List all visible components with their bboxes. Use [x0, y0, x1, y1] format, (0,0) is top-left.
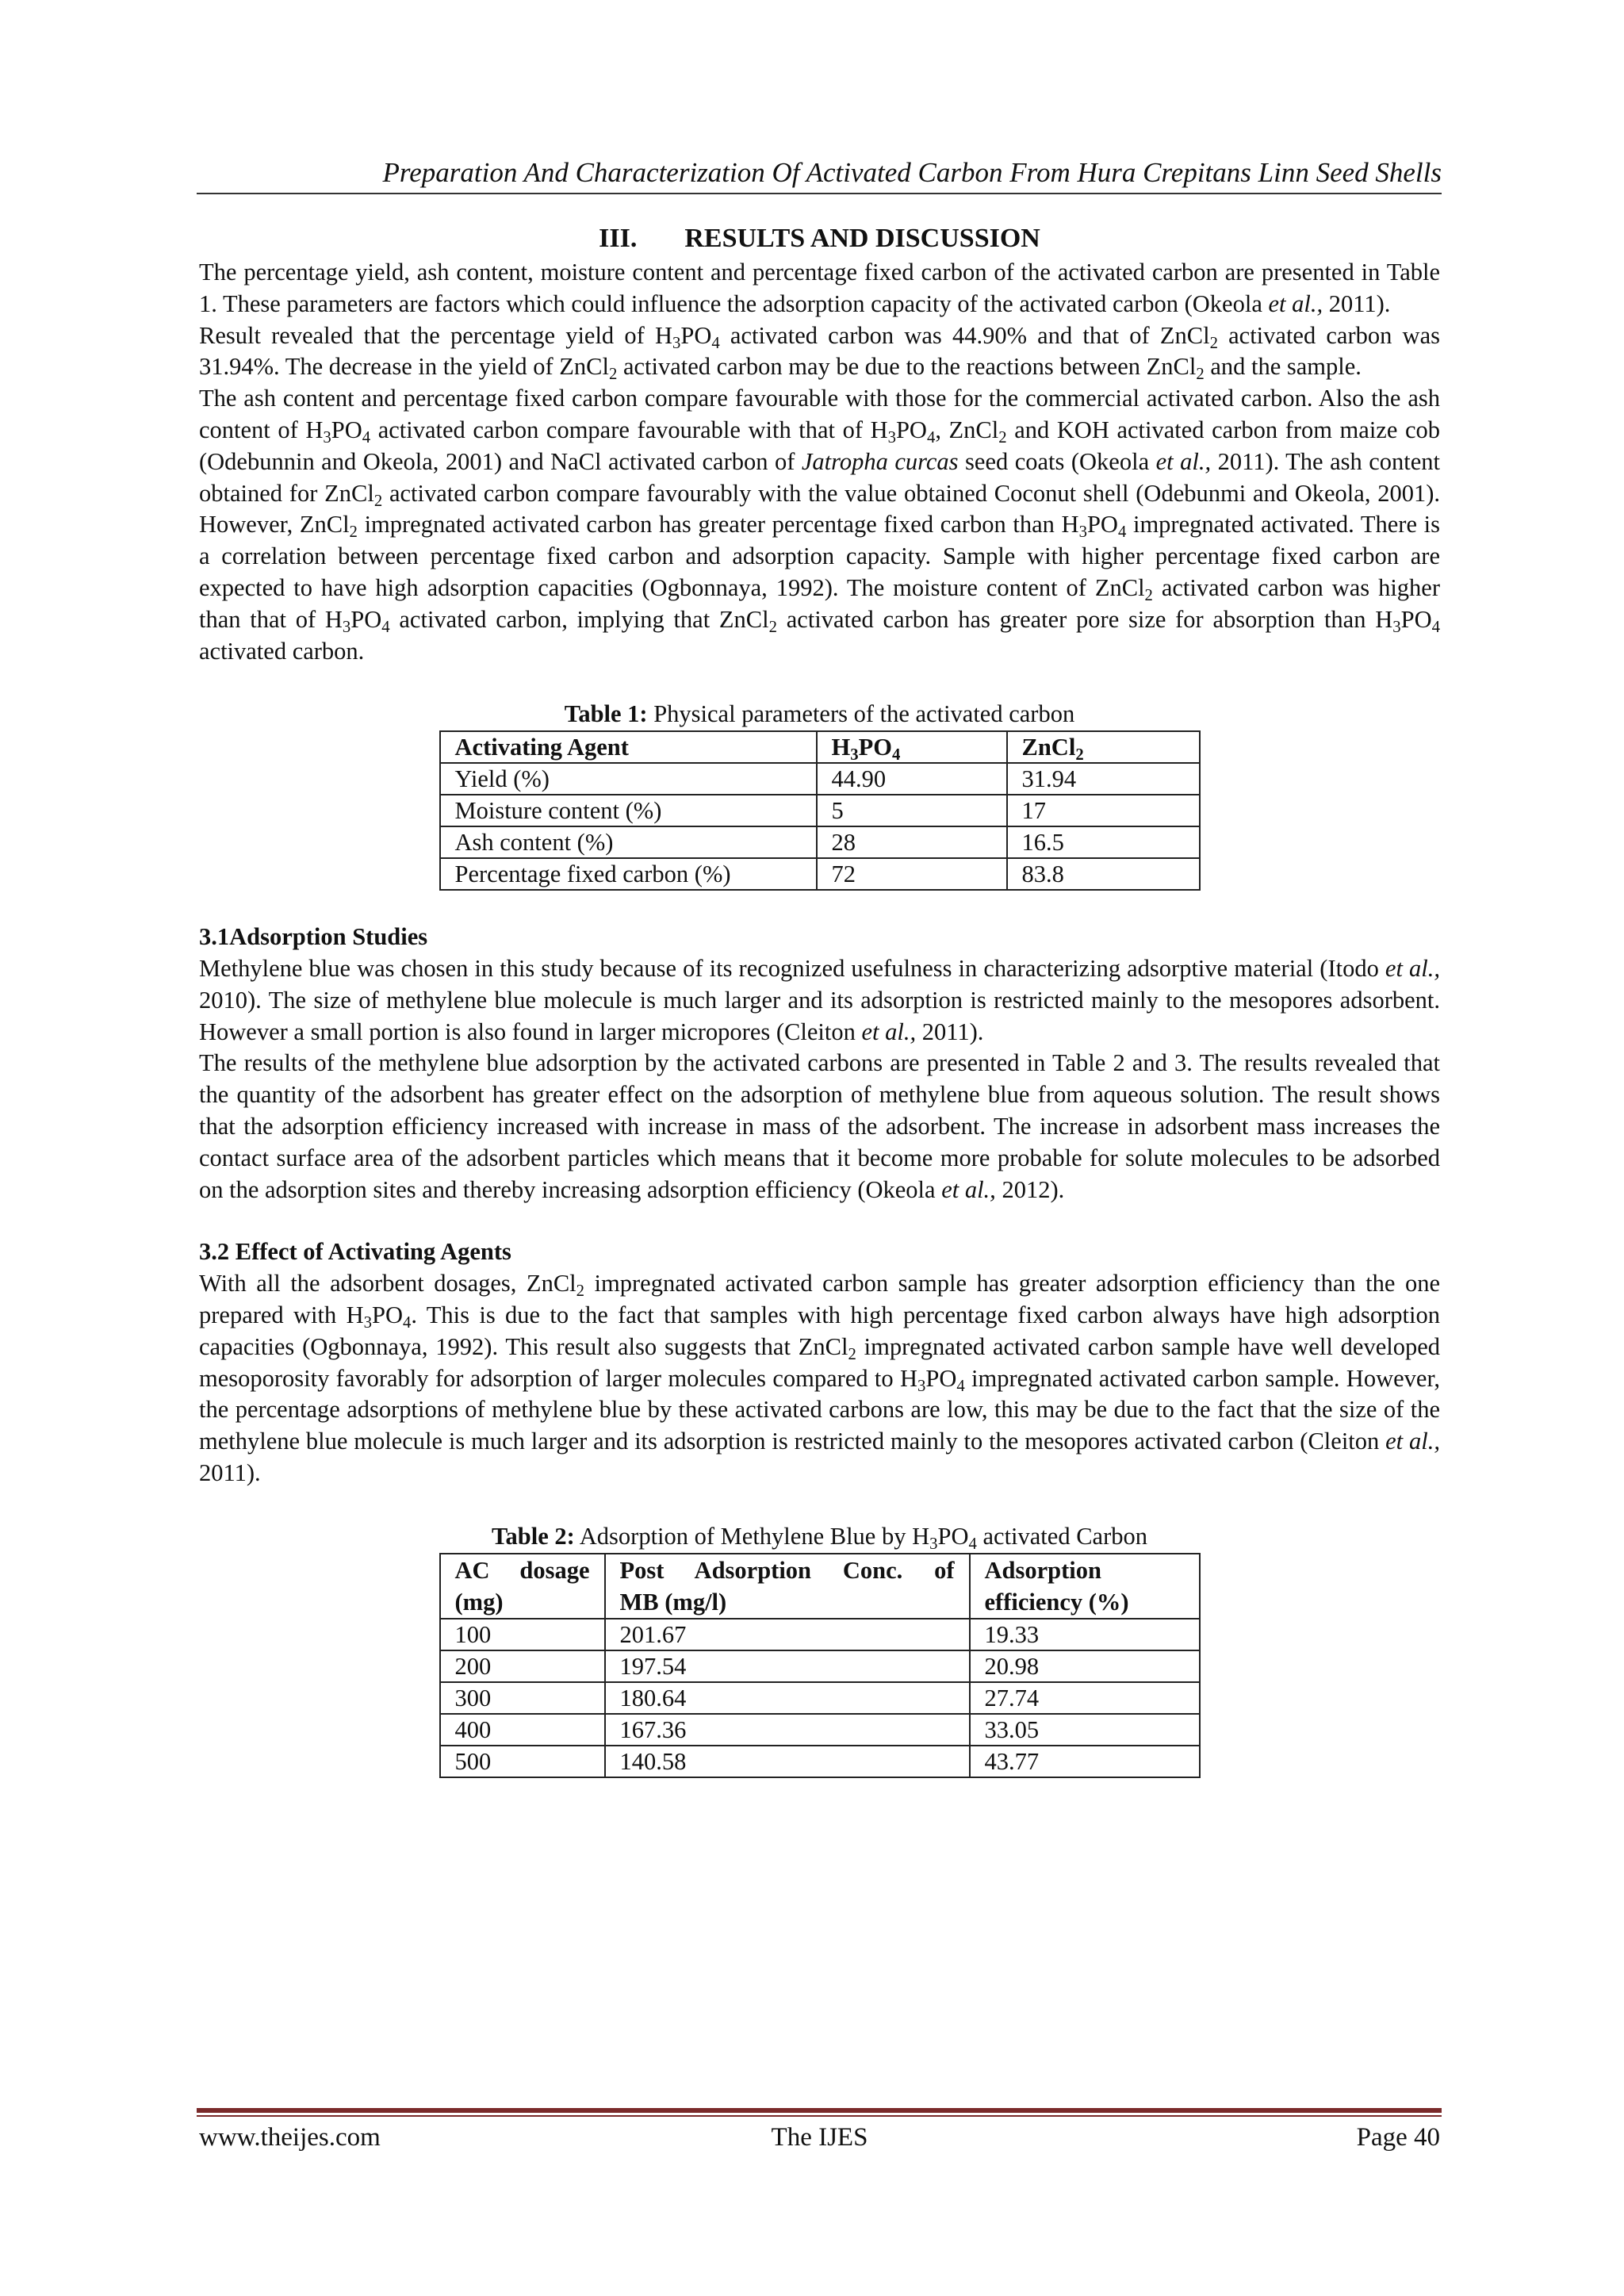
subsection-heading-activating: 3.2 Effect of Activating Agents: [199, 1238, 511, 1266]
table1-header-agent: Activating Agent: [440, 731, 817, 763]
table-row: [440, 858, 1200, 890]
table1-caption: Table 1: Physical parameters of the activated carbon: [564, 700, 1075, 728]
footer-journal-name: The IJES: [771, 2123, 868, 2152]
table2-header-dosage: AC dosage (mg): [440, 1554, 605, 1619]
table-cell: 20.98: [970, 1650, 1200, 1682]
table-cell: 167.36: [605, 1714, 970, 1746]
table-row: [440, 826, 1200, 858]
table-row: [440, 1619, 1200, 1650]
table-cell: Percentage fixed carbon (%): [440, 858, 817, 890]
table-cell: 180.64: [605, 1682, 970, 1714]
table1-header-row: [440, 731, 1200, 763]
table-cell: 19.33: [970, 1619, 1200, 1650]
paragraph-activating-agents: With all the adsorbent dosages, ZnCl$_2$ impregnated activated carbon sample has greater adsorption efficiency than the one prepared with $H_3PO_4$. This is due to the fact that samples with high percentage fixed carbon always have high adsorption capacities (Ogbonnaya, 1992). This result also suggests that ZnCl$_2$ impregnated activated carbon sample have well developed mesoporosity favorably for adsorption of larger molecules compared to $H_3PO_4$ impregnated activated carbon sample. However, the percentage adsorptions of methylene blue by these activated carbons are low, this may be due to the fact that the size of the methylene blue molecule is much larger and its adsorption is restricted mainly to the mesopores activated carbon (Cleiton et al., 2011).: [199, 1270, 1440, 1486]
table-cell: 140.58: [605, 1746, 970, 1777]
section-number: III.: [599, 224, 638, 253]
table-cell: 27.74: [970, 1682, 1200, 1714]
table-cell: Yield (%): [440, 763, 817, 795]
table-cell: Ash content (%): [440, 826, 817, 858]
table-cell: 197.54: [605, 1650, 970, 1682]
paragraph-ash-content: The ash content and percentage fixed carbon compare favourable with those for the commercial activated carbon. Also the ash content of $H_3PO_4$ activated carbon compare favourable with that of $H_3PO_4$, ZnCl$_2$ and KOH activated carbon from maize cob (Odebunnin and Okeola, 2001) and NaCl activated carbon of Jatropha curcas seed coats (Okeola et al., 2011). The ash content obtained for ZnCl$_2$ activated carbon compare favourably with the value obtained Coconut shell (Odebunmi and Okeola, 2001). However, ZnCl$_2$ impregnated activated carbon has greater percentage fixed carbon than $H_3PO_4$ impregnated activated. There is a correlation between percentage fixed carbon and adsorption capacity. Sample with higher percentage fixed carbon are expected to have high adsorption capacities (Ogbonnaya, 1992). The moisture content of ZnCl$_2$ activated carbon was higher than that of $H_3PO_4$ activated carbon, implying that ZnCl$_2$ activated carbon has greater pore size for absorption than $H_3PO_4$ activated carbon.: [199, 385, 1440, 665]
paragraph-intro: The percentage yield, ash content, moisture content and percentage fixed carbon of the activated carbon are presented in Table 1. These parameters are factors which could influence the adsorption capacity of the activated carbon (Okeola et al., 2011).: [199, 259, 1440, 317]
paragraph-methylene-blue: Methylene blue was chosen in this study because of its recognized usefulness in characterizing adsorptive material (Itodo et al., 2010). The size of methylene blue molecule is much larger and its adsorption is restricted mainly to the mesopores adsorbent. However a small portion is also found in larger micropores (Cleiton et al., 2011).: [199, 954, 1440, 1045]
table-cell: 44.90: [817, 763, 1007, 795]
header-rule: [197, 193, 1442, 194]
table-cell: 17: [1007, 795, 1200, 826]
footer-page-number: Page 40: [1356, 2123, 1440, 2152]
table-cell: 400: [440, 1714, 605, 1746]
table2-caption: Table 2: Adsorption of Methylene Blue by $H_3PO_4$ activated Carbon: [492, 1522, 1147, 1553]
table-row: [440, 1714, 1200, 1746]
footer-rule-thin: [197, 2115, 1442, 2117]
table-cell: Moisture content (%): [440, 795, 817, 826]
table1: [439, 730, 1201, 891]
table-cell: 100: [440, 1619, 605, 1650]
table1-header-h3po4: $H_3PO_4$: [817, 731, 1007, 763]
table-cell: 16.5: [1007, 826, 1200, 858]
table-cell: 500: [440, 1746, 605, 1777]
table-cell: 5: [817, 795, 1007, 826]
table2-header-efficiency: Adsorption efficiency (%): [970, 1554, 1200, 1619]
table-row: [440, 1650, 1200, 1682]
section-title: [199, 220, 1440, 257]
table-cell: 43.77: [970, 1746, 1200, 1777]
table-cell: 200: [440, 1650, 605, 1682]
table-cell: 72: [817, 858, 1007, 890]
footer-website-link[interactable]: www.theijes.com: [199, 2123, 381, 2152]
table-cell: 28: [817, 826, 1007, 858]
footer-rule: [197, 2108, 1442, 2113]
table-row: [440, 763, 1200, 795]
table-row: [440, 795, 1200, 826]
main-content: [199, 220, 1440, 1778]
table-cell: 83.8: [1007, 858, 1200, 890]
table-cell: 201.67: [605, 1619, 970, 1650]
table2-header-row: [440, 1554, 1200, 1619]
section-heading: RESULTS AND DISCUSSION: [684, 224, 1040, 253]
table1-header-zncl2: ZnCl$_2$: [1007, 731, 1200, 763]
paragraph-adsorption-results: The results of the methylene blue adsorption by the activated carbons are presented in Table 2 and 3. The results revealed that the quantity of the adsorbent has greater effect on the adsorption of methylene blue from aqueous solution. The result shows that the adsorption efficiency increased with increase in mass of the adsorbent. The increase in adsorbent mass increases the contact surface area of the adsorbent particles which means that it become more probable for solute molecules to be adsorbed on the adsorption sites and thereby increasing adsorption efficiency (Okeola et al., 2012).: [199, 1049, 1440, 1203]
paragraph-yield: Result revealed that the percentage yield of $H_3PO_4$ activated carbon was 44.90% and that of ZnCl$_2$ activated carbon was 31.94%. The decrease in the yield of ZnCl$_2$ activated carbon may be due to the reactions between ZnCl$_2$ and the sample.: [199, 321, 1440, 384]
subsection-heading-adsorption: 3.1Adsorption Studies: [199, 923, 428, 951]
running-header: Preparation And Characterization Of Activated Carbon From Hura Crepitans Linn Seed Shells: [382, 157, 1442, 188]
table2: [439, 1553, 1201, 1778]
table-row: [440, 1682, 1200, 1714]
table-row: [440, 1746, 1200, 1777]
table-cell: 33.05: [970, 1714, 1200, 1746]
table-cell: 300: [440, 1682, 605, 1714]
table2-header-post-conc: Post Adsorption Conc. of MB (mg/l): [605, 1554, 970, 1619]
table-cell: 31.94: [1007, 763, 1200, 795]
